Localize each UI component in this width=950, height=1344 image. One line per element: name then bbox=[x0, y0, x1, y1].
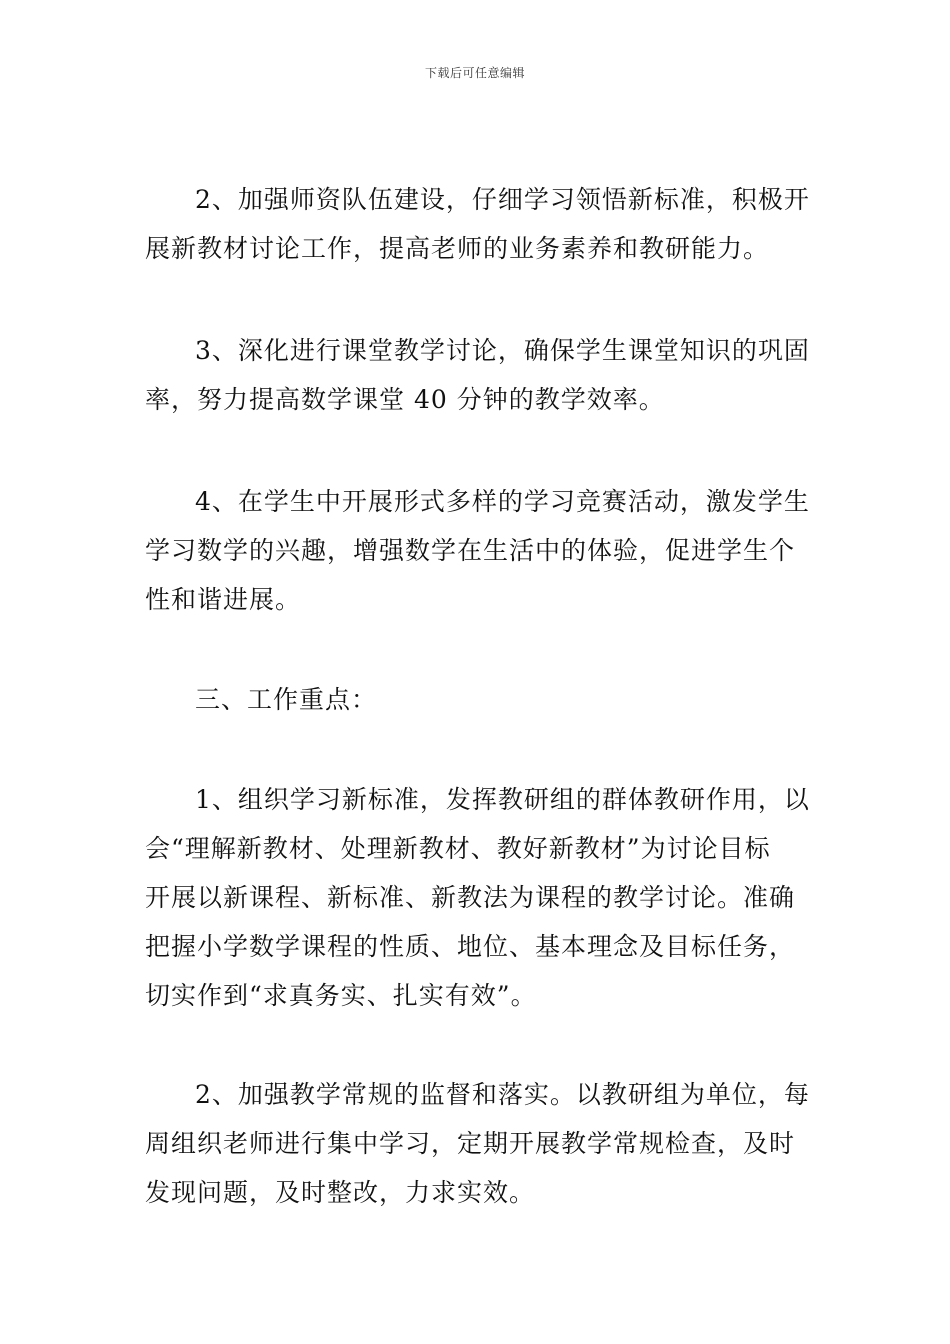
paragraph-line: 发现问题，及时整改，力求实效。 bbox=[145, 1178, 536, 1207]
paragraph-3 bbox=[145, 477, 810, 624]
paragraph-line: 4、在学生中开展形式多样的学习竞赛活动，激发学生 bbox=[195, 487, 810, 516]
section-heading bbox=[145, 675, 805, 724]
section-heading-text: 三、工作重点： bbox=[195, 685, 378, 714]
paragraph-5 bbox=[145, 775, 810, 1020]
paragraph-1 bbox=[145, 175, 810, 273]
paragraph-line: 2、加强师资队伍建设，仔细学习领悟新标准，积极开 bbox=[195, 185, 810, 214]
paragraph-line: 1、组织学习新标准，发挥教研组的群体教研作用，以 bbox=[195, 785, 810, 814]
page-header: 下载后可任意编辑 bbox=[424, 66, 525, 80]
paragraph-line: 3、深化进行课堂教学讨论，确保学生课堂知识的巩固 bbox=[195, 336, 810, 365]
paragraph-2 bbox=[145, 326, 810, 424]
paragraph-line: 性和谐进展。 bbox=[145, 585, 302, 614]
paragraph-line: 开展以新课程、新标准、新教法为课程的教学讨论。准确 bbox=[145, 883, 796, 912]
paragraph-line: 会“理解新教材、处理新教材、教好新教材”为讨论目标 bbox=[145, 834, 771, 863]
paragraph-line: 周组织老师进行集中学习，定期开展教学常规检查，及时 bbox=[145, 1129, 796, 1158]
paragraph-line: 率，努力提高数学课堂 40 分钟的教学效率。 bbox=[145, 385, 665, 414]
paragraph-line: 展新教材讨论工作，提高老师的业务素养和教研能力。 bbox=[145, 234, 770, 263]
paragraph-line: 2、加强教学常规的监督和落实。以教研组为单位，每 bbox=[195, 1080, 810, 1109]
paragraph-6 bbox=[145, 1070, 810, 1217]
paragraph-line: 把握小学数学课程的性质、地位、基本理念及目标任务， bbox=[145, 932, 796, 961]
paragraph-line: 学习数学的兴趣，增强数学在生活中的体验，促进学生个 bbox=[145, 536, 796, 565]
paragraph-line: 切实作到“求真务实、扎实有效”。 bbox=[145, 981, 537, 1010]
